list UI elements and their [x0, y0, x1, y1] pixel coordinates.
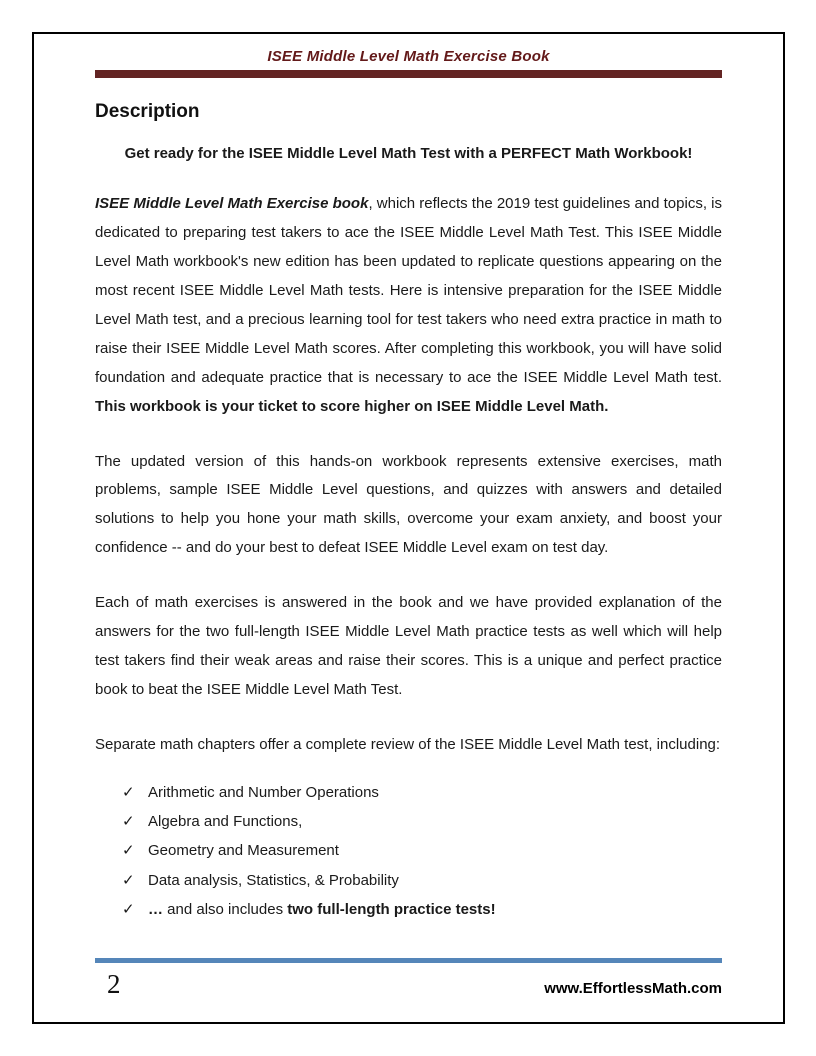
- tagline: Get ready for the ISEE Middle Level Math Test with a PERFECT Math Workbook!: [124, 145, 693, 162]
- section-heading: Description: [95, 101, 200, 122]
- website-link[interactable]: www.EffortlessMath.com: [544, 980, 722, 997]
- checkmark-icon: ✓: [122, 842, 135, 860]
- checklist: [95, 784, 722, 918]
- list-item-label: Geometry and Measurement: [148, 842, 339, 860]
- footer-rule: [95, 958, 722, 963]
- list-item: [95, 901, 722, 918]
- page-number: 2: [107, 969, 121, 999]
- list-item: [95, 842, 722, 859]
- running-header-title: ISEE Middle Level Math Exercise Book: [267, 48, 550, 65]
- checkmark-icon: ✓: [122, 783, 135, 801]
- list-item: [95, 872, 722, 889]
- footer-row: [95, 969, 722, 1000]
- paragraph-1-body: , which reflects the 2019 test guidelines and topics, is dedicated to preparing test takers to ace the ISEE Middle Level Math Test. This ISEE Middle Level Math workbook's new edition has been updated to replicate questions appearing on the most recent ISEE Middle Level Math tests. Here is intensive preparation for the ISEE Middle Level Math test, and a precious learning tool for test takers who need extra practice in math to raise their ISEE Middle Level Math scores. After completing this workbook, you will have solid foundation and adequate practice that is necessary to ace the ISEE Middle Level Math test.: [95, 195, 722, 386]
- list-item-label: Arithmetic and Number Operations: [148, 783, 379, 801]
- list-item-middle: and also includes: [163, 900, 288, 918]
- paragraph-1-lead: ISEE Middle Level Math Exercise book: [95, 195, 369, 212]
- list-item-label: Data analysis, Statistics, & Probability: [148, 871, 399, 889]
- paragraph-3: Each of math exercises is answered in the book and we have provided explanation of the answers for the two full-length ISEE Middle Level Math practice tests as well which will help test takers find their weak areas and raise their scores. This is a unique and perfect practice book to beat the ISEE Middle Level Math Test.: [95, 594, 722, 699]
- paragraph-2: The updated version of this hands-on workbook represents extensive exercises, math problems, sample ISEE Middle Level questions, and quizzes with answers and detailed solutions to help you hone your math skills, overcome your exam anxiety, and boost your confidence -- and do your best to defeat ISEE Middle Level exam on test day.: [95, 452, 722, 557]
- list-item-bold: two full-length practice tests!: [287, 900, 496, 918]
- page-border: [32, 32, 785, 1024]
- header-rule: [95, 70, 722, 78]
- page-header: [95, 34, 722, 78]
- checkmark-icon: ✓: [122, 871, 135, 889]
- page-footer: [95, 958, 722, 1022]
- list-item-ellipsis: …: [148, 900, 163, 918]
- list-item: [95, 784, 722, 801]
- paragraph-1: [95, 190, 722, 422]
- list-item-label: Algebra and Functions,: [148, 813, 303, 831]
- list-item: [95, 813, 722, 830]
- checkmark-icon: ✓: [122, 900, 135, 918]
- paragraph-1-bold-end: This workbook is your ticket to score higher on ISEE Middle Level Math.: [95, 397, 609, 415]
- paragraph-4: Separate math chapters offer a complete review of the ISEE Middle Level Math test, including:: [95, 736, 721, 753]
- list-item-label: [148, 901, 496, 918]
- checkmark-icon: ✓: [122, 813, 135, 831]
- content: [95, 78, 722, 918]
